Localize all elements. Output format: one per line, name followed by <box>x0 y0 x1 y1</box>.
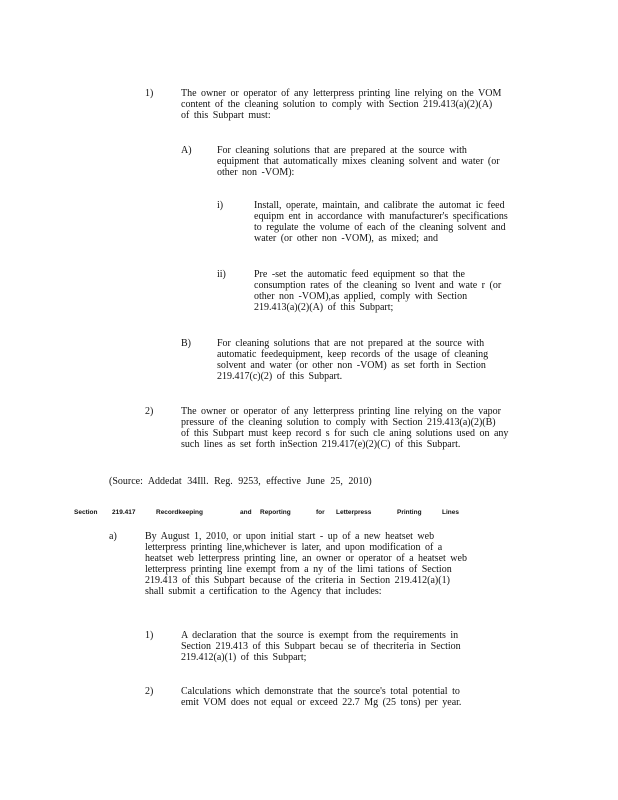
text-line: to regulate the volume of each of the cleaning solvent and <box>254 222 506 233</box>
text-line: other non -VOM),as applied, comply with Section <box>254 291 468 302</box>
text-line: consumption rates of the cleaning so lvent and wate r (or <box>254 280 502 291</box>
section-label: Section <box>74 509 98 516</box>
paragraph-item-1-a-i <box>254 200 539 244</box>
paragraph-item-a-2 <box>181 686 501 708</box>
text-line: The owner or operator of any letterpress printing line relying on the vapor <box>181 406 502 417</box>
text-line: 219.412(a)(1) of this Subpart; <box>181 652 307 663</box>
text-line: such lines as set forth inSection 219.417(e)(2)(C) of this Subpart. <box>181 439 461 450</box>
text-line: Install, operate, maintain, and calibrate the automat ic feed <box>254 200 505 211</box>
text-line: other non -VOM): <box>217 167 295 178</box>
section-heading <box>74 507 574 519</box>
item-label: i) <box>217 200 224 211</box>
text-line: equipm ent in accordance with manufacturer's specifications <box>254 211 508 222</box>
text-line: By August 1, 2010, or upon initial start - up of a new heatset web <box>145 531 435 542</box>
source-note: (Source: Addedat 34Ill. Reg. 9253, effective June 25, 2010) <box>109 476 372 487</box>
text-line: content of the cleaning solution to comply with Section 219.413(a)(2)(A) <box>181 99 493 110</box>
item-label: 1) <box>145 88 154 99</box>
text-line: Calculations which demonstrate that the source's total potential to <box>181 686 460 697</box>
paragraph-item-a <box>145 531 510 597</box>
text-line: A declaration that the source is exempt from the requirements in <box>181 630 459 641</box>
text-line: Pre -set the automatic feed equipment so that the <box>254 269 465 280</box>
heading-word: Recordkeeping <box>156 509 203 516</box>
text-line: letterpress printing line exempt from a ny of the limi tations of Section <box>145 564 452 575</box>
heading-word: Lines <box>442 509 459 516</box>
item-label: 2) <box>145 686 154 697</box>
paragraph-item-a-1 <box>181 630 501 663</box>
item-label: ii) <box>217 269 226 280</box>
heading-word: Printing <box>397 509 422 516</box>
text-line: 219.417(c)(2) of this Subpart. <box>217 371 343 382</box>
item-label: A) <box>181 145 192 156</box>
heading-word: for <box>316 509 325 516</box>
text-line: 219.413(a)(2)(A) of this Subpart; <box>254 302 394 313</box>
paragraph-item-1-a <box>217 145 542 178</box>
item-label: 2) <box>145 406 154 417</box>
text-line: For cleaning solutions that are prepared at the source with <box>217 145 467 156</box>
text-line: equipment that automatically mixes cleaning solvent and water (or <box>217 156 500 167</box>
item-label: a) <box>109 531 117 542</box>
text-line: 219.413 of this Subpart because of the criteria in Section 219.412(a)(1) <box>145 575 450 586</box>
text-line: heatset web letterpress printing line, an owner or operator of a heatset web <box>145 553 467 564</box>
section-number: 219.417 <box>112 509 136 516</box>
heading-word: Letterpress <box>336 509 372 516</box>
text-line: of this Subpart must keep record s for such cle aning solutions used on any <box>181 428 509 439</box>
text-line: pressure of the cleaning solution to comply with Section 219.413(a)(2)(B) <box>181 417 496 428</box>
heading-word: Reporting <box>260 509 291 516</box>
item-label: 1) <box>145 630 154 641</box>
text-line: shall submit a certification to the Agency that includes: <box>145 586 382 597</box>
text-line: of this Subpart must: <box>181 110 271 121</box>
text-line: solvent and water (or other non -VOM) as set forth in Section <box>217 360 486 371</box>
text-line: letterpress printing line,whichever is later, and upon modification of a <box>145 542 443 553</box>
text-line: water (or other non -VOM), as mixed; and <box>254 233 438 244</box>
item-label: B) <box>181 338 191 349</box>
paragraph-item-1-b <box>217 338 542 382</box>
text-line: The owner or operator of any letterpress printing line relying on the VOM <box>181 88 502 99</box>
text-line: For cleaning solutions that are not prepared at the source with <box>217 338 485 349</box>
text-line: Section 219.413 of this Subpart becau se of thecriteria in Section <box>181 641 461 652</box>
paragraph-item-1-a-ii <box>254 269 539 313</box>
paragraph-item-1 <box>181 88 541 121</box>
paragraph-item-2 <box>181 406 551 450</box>
text-line: emit VOM does not equal or exceed 22.7 Mg (25 tons) per year. <box>181 697 462 708</box>
heading-word: and <box>240 509 252 516</box>
text-line: automatic feedequipment, keep records of the usage of cleaning <box>217 349 489 360</box>
